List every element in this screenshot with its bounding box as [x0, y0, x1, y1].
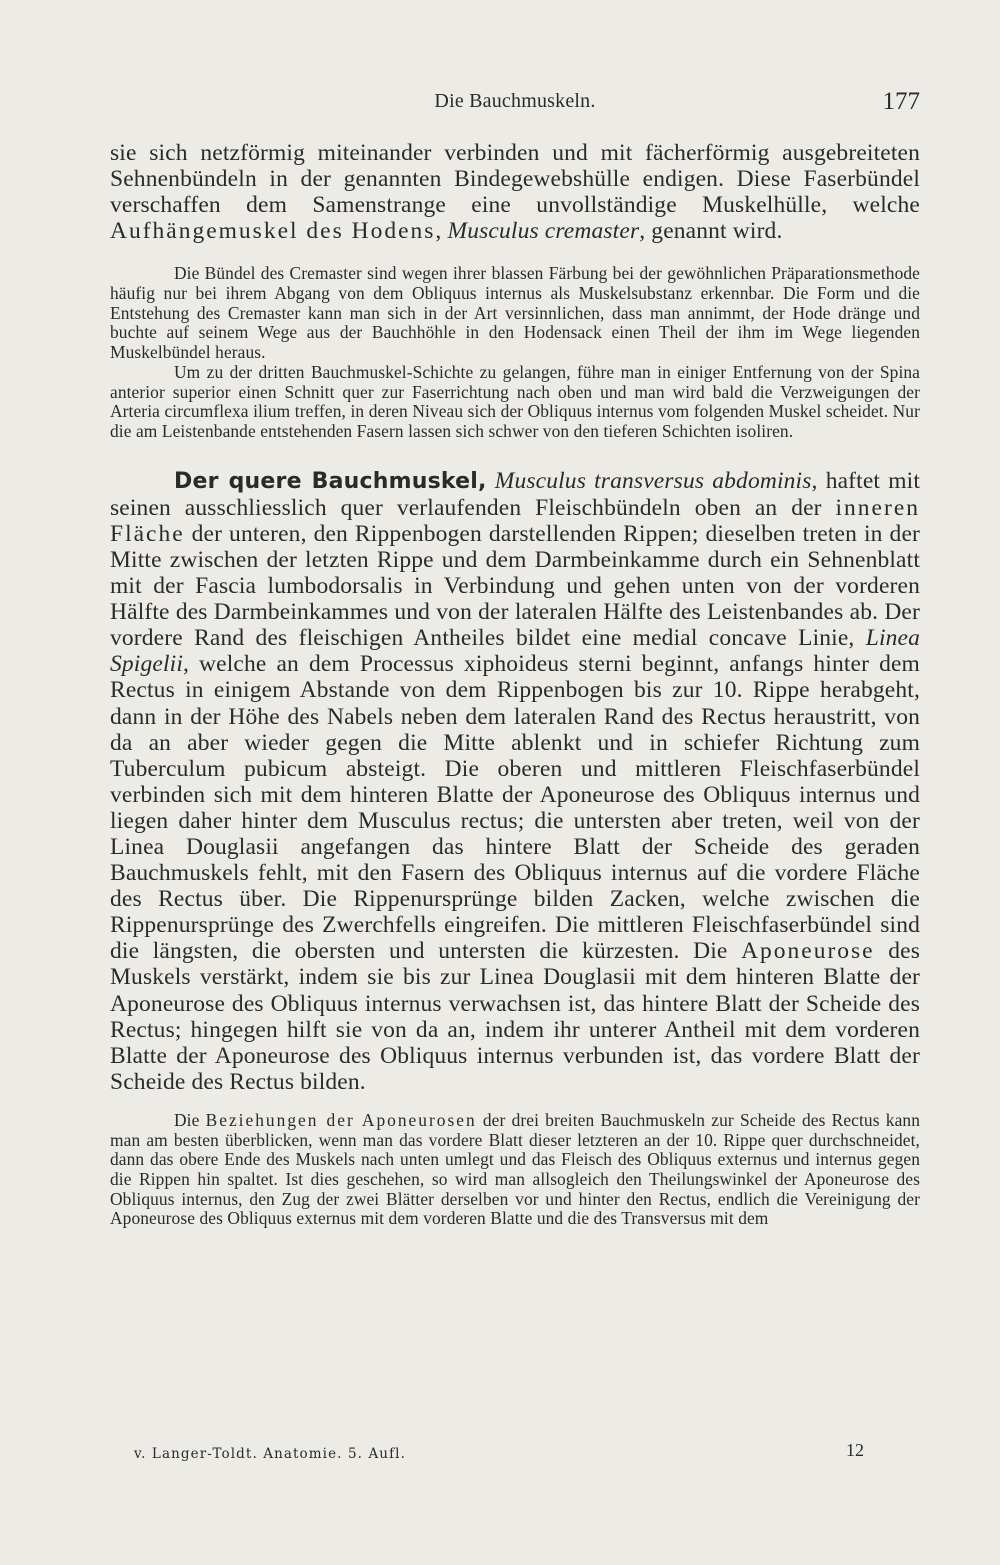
running-head [110, 88, 920, 118]
note-cremaster: Die Bündel des Cremaster sind wegen ihrer blassen Färbung bei der gewöhnlichen Präparationsmethode häufig nur bei ihrem Abgang von dem Obliquus internus als Muskelsubstanz erkennbar. Die Form und die Entstehung des Cremaster kann man sich in der Art versinnlichen, dass man annimmt, der Hode dränge und buchte auf seinem Wege aus der Bauchhöhle in den Hodensack einen Theil der ihm im Wege liegenden Muskelbündel heraus. [110, 263, 920, 363]
paragraph-text: des Muskels verstärkt, indem sie bis zur Linea Douglasii mit dem hinteren Blatte der Aponeurose des Obliquus internus verwachsen ist, das hintere Blatt der Scheide des Rectus; hingegen hilft sie von da an, indem ihr unterer Antheil mit dem vorderen Blatte der Aponeurose des Obliquus internus verbunden ist, das vordere Blatt der Scheide des Rectus bilden. [110, 938, 920, 1095]
paragraph-text: Die [174, 1109, 206, 1130]
section-heading: Der quere Bauchmuskel, [174, 468, 487, 494]
paragraph-text: der drei breiten Bauchmuskeln zur Scheide des Rectus kann man am besten überblicken, wenn man das vordere Blatt dieser letzteren an der 10. Rippe quer durchschneidet, dann das obere Ende des Muskels nach unten umlegt und das Fleisch des Obliquus externus und internus gegen die Rippen hin spaltet. Ist dies geschehen, so wird man allsogleich den Theilungswinkel der Aponeurose des Obliquus internus, den Zug der zwei Blätter derselben vor und hinter den Rectus, endlich die Vereinigung der Aponeurose des Obliquus externus mit dem vorderen Blatte und die des Transversus mit dem [110, 1109, 921, 1229]
spaced-term: Aufhängemuskel des Hodens [110, 218, 436, 245]
latin-term: Musculus cremaster [447, 218, 640, 245]
paragraph-text: , genannt wird. [639, 218, 783, 245]
spaced-term: Beziehungen der Aponeurosen [205, 1109, 477, 1130]
note-dissection: Um zu der dritten Bauchmuskel-Schichte zu gelangen, führe man in einiger Entfernung von der Spina anterior superior einen Schnitt quer zur Faserrichtung nach oben und man wird bald die Verzweigungen der Arteria circumflexa ilium treffen, in deren Niveau sich der Obliquus internus vom folgenden Muskel scheidet. Nur die am Leistenbande entstehenden Fasern lassen sich schwer von den tieferen Schichten isoliren. [110, 361, 920, 441]
spaced-term: Aponeurose [741, 938, 875, 965]
paragraph-text: , [435, 218, 448, 245]
paragraph-text: der unteren, den Rippenbogen darstellenden Rippen; dieselben treten in der Mitte zwischen der letzten Rippe und dem Darmbeinkamme durch ein Sehnenblatt mit der Fascia lumbodorsalis in Verbindung und gehen unten von der vorderen Hälfte des Darmbeinkammes und von der lateralen Hälfte des Leistenbandes ab. Der vordere Rand des fleischigen Antheiles bildet eine medial concave Linie, [110, 520, 920, 652]
spaced-term: inneren Fläche [110, 494, 920, 547]
page-footer [134, 1440, 864, 1474]
latin-term: Musculus transversus abdominis, [494, 467, 818, 494]
paragraph-text: sie sich netzförmig miteinander verbinden und mit fächerförmig ausgebreiteten Sehnenbündeln in der genannten Bindegewebshülle endigen. Diese Faserbündel verschaffen dem Samenstrange eine unvollständige Muskelhülle, welche [110, 140, 920, 219]
paragraph-text: haftet mit seinen ausschliesslich quer verlaufenden Fleischbündeln oben an der [110, 467, 920, 521]
paragraph-transversus [110, 468, 920, 1095]
latin-term: Linea Spigelii [110, 625, 920, 678]
paragraph-text: , welche an dem Processus xiphoideus sterni beginnt, anfangs hinter dem Rectus in einigem Abstande von dem Rippenbogen bis zur 10. Rippe herabgeht, dann in der Höhe des Nabels neben dem lateralen Rand des Rectus heraustritt, von da an aber wieder gegen die Mitte ablenkt und in schiefer Richtung zum Tuberculum pubicum absteigt. Die oberen und mittleren Fleischfaserbündel verbinden sich mit dem hinteren Blatte der Aponeurose des Obliquus internus und liegen daher hinter dem Musculus rectus; die untersten aber treten, weil von der Linea Douglasii angefangen das hintere Blatt der Scheide des geraden Bauchmuskels fehlt, mit den Fasern des Obliquus internus auf die vordere Fläche des Rectus über. Die Rippenursprünge bilden Zacken, welche zwischen die Rippenursprünge des Zwerchfells eingreifen. Die mittleren Fleischfaserbündel sind die längsten, die obersten und untersten die kürzesten. Die [110, 651, 920, 965]
footer-note: v. Langer-Toldt. Anatomie. 5. Aufl. [134, 1446, 406, 1462]
page-number: 177 [882, 88, 920, 115]
page-body [110, 140, 920, 1229]
signature-mark: 12 [846, 1440, 864, 1460]
running-title: Die Bauchmuskeln. [434, 90, 596, 112]
note-aponeurosis [110, 1111, 920, 1229]
paragraph-cremaster [110, 140, 920, 244]
